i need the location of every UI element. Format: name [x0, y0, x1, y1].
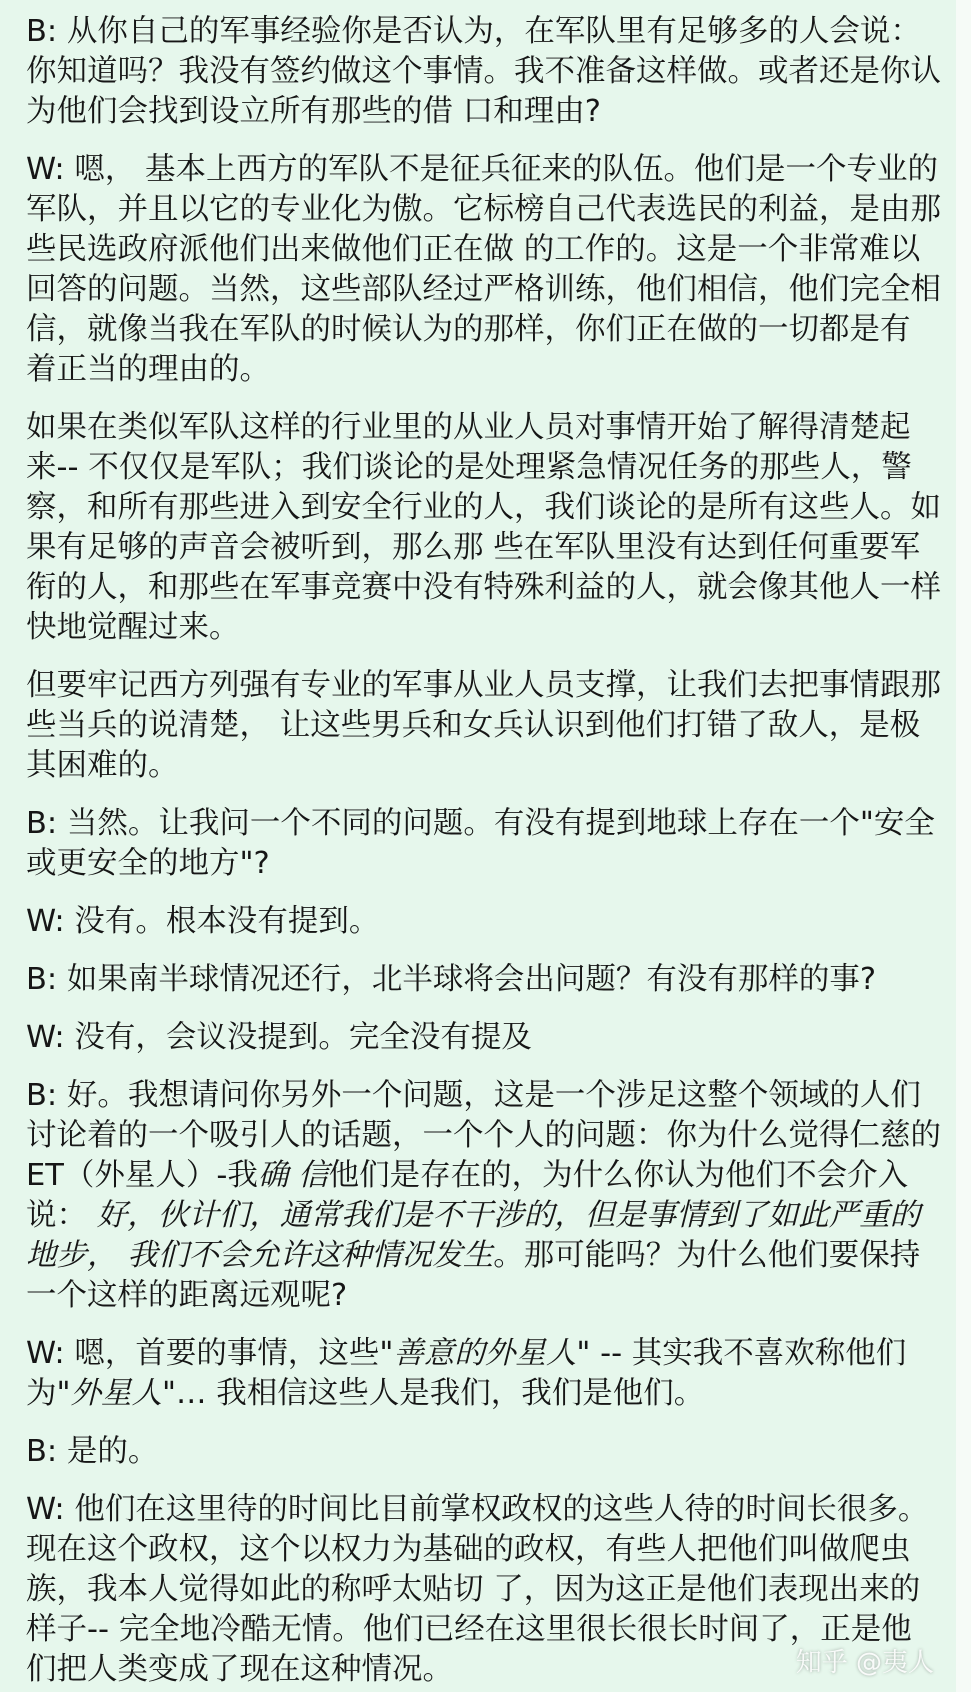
dialogue-paragraph: [26, 1334, 942, 1414]
paragraph-text: 。那可能吗？为什么他们要保持一个这样的距离远观呢?: [26, 1238, 921, 1313]
paragraph-text: W: 嗯，首要的事情，这些": [26, 1336, 394, 1371]
paragraph-text: W: 他们在这里待的时间比目前掌权政权的这些人待的时间长很多。现在这个政权，这个以权力为基础的政权，有些人把他们叫做爬虫族，我本人觉得如此的称呼太贴切 了，因为这正是他们表现出来的样子-- 完全地冷酷无情。他们已经在这里很长很长时间了，正是他们把人类变成了现在这种情况。: [26, 1492, 929, 1687]
paragraph-text: W: 没有，会议没提到。完全没有提及: [26, 1020, 532, 1055]
paragraph-text: B: 如果南半球情况还行，北半球将会出问题？有没有那样的事?: [26, 962, 877, 997]
emphasized-text: 确 信: [257, 1158, 329, 1193]
dialogue-paragraph: [26, 960, 942, 1000]
dialogue-paragraph: [26, 902, 942, 942]
dialogue-paragraph: [26, 1076, 942, 1316]
dialogue-paragraph: [26, 804, 942, 884]
paragraph-text: B: 好。我想请问你另外一个问题，这是一个涉足这整个领域的人们讨论着的一个吸引人的话题，一个个人的问题：你为什么觉得仁慈的ET（外星人）-我: [26, 1078, 941, 1193]
dialogue-paragraph: [26, 408, 942, 648]
paragraph-text: B: 从你自己的军事经验你是否认为，在军队里有足够多的人会说：你知道吗？我没有签约做这个事情。我不准备这样做。或者还是你认为他们会找到设立所有那些的借 口和理由?: [26, 14, 941, 129]
paragraph-text: B: 当然。让我问一个不同的问题。有没有提到地球上存在一个"安全或更安全的地方"?: [26, 806, 935, 881]
paragraph-text: B: 是的。: [26, 1434, 159, 1469]
paragraph-text: W: 嗯， 基本上西方的军队不是征兵征来的队伍。他们是一个专业的军队，并且以它的专业化为傲。它标榜自己代表选民的利益，是由那些民选政府派他们出来做他们正在做 的工作的。这是一个非常难以回答的问题。当然，这些部队经过严格训练，他们相信，他们完全相信，就像当我在军队的时候认为的那样，你们正在做的一切都是有 着正当的理由的。: [26, 152, 941, 387]
paragraph-text: W: 没有。根本没有提到。: [26, 904, 380, 939]
paragraph-text: 他们是存在的，为什么你认为他们不会介入说：: [26, 1158, 909, 1233]
emphasized-text: 好，伙计们，通常我们是不干涉的，但是事情到了如此严重的地步， 我们不会允许这种情况发生: [26, 1198, 921, 1273]
dialogue-paragraph: [26, 1432, 942, 1472]
article-body: [26, 12, 942, 1690]
emphasized-text: 善意的外星人: [393, 1336, 577, 1371]
zhihu-watermark: 知乎 @夷人: [795, 1648, 934, 1678]
dialogue-paragraph: [26, 12, 942, 132]
paragraph-text: 但要牢记西方列强有专业的军事从业人员支撑，让我们去把事情跟那些当兵的说清楚， 让这些男兵和女兵认识到他们打错了敌人，是极其困难的。: [26, 668, 941, 783]
dialogue-paragraph: [26, 150, 942, 390]
paragraph-text: 如果在类似军队这样的行业里的从业人员对事情开始了解得清楚起来-- 不仅仅是军队；我们谈论的是处理紧急情况任务的那些人，警察，和所有那些进入到安全行业的人，我们谈论的是所有这些人。如果有足够的声音会被听到，那么那 些在军队里没有达到任何重要军衔的人，和那些在军事竞赛中没有特殊利益的人，就会像其他人一样快地觉醒过来。: [26, 410, 941, 645]
dialogue-paragraph: [26, 666, 942, 786]
paragraph-text: "… 我相信这些人是我们，我们是他们。: [162, 1376, 705, 1411]
dialogue-paragraph: [26, 1018, 942, 1058]
paragraph-text: " -- 其实我不喜欢称他们为": [26, 1336, 907, 1411]
emphasized-text: 外星人: [70, 1376, 163, 1411]
